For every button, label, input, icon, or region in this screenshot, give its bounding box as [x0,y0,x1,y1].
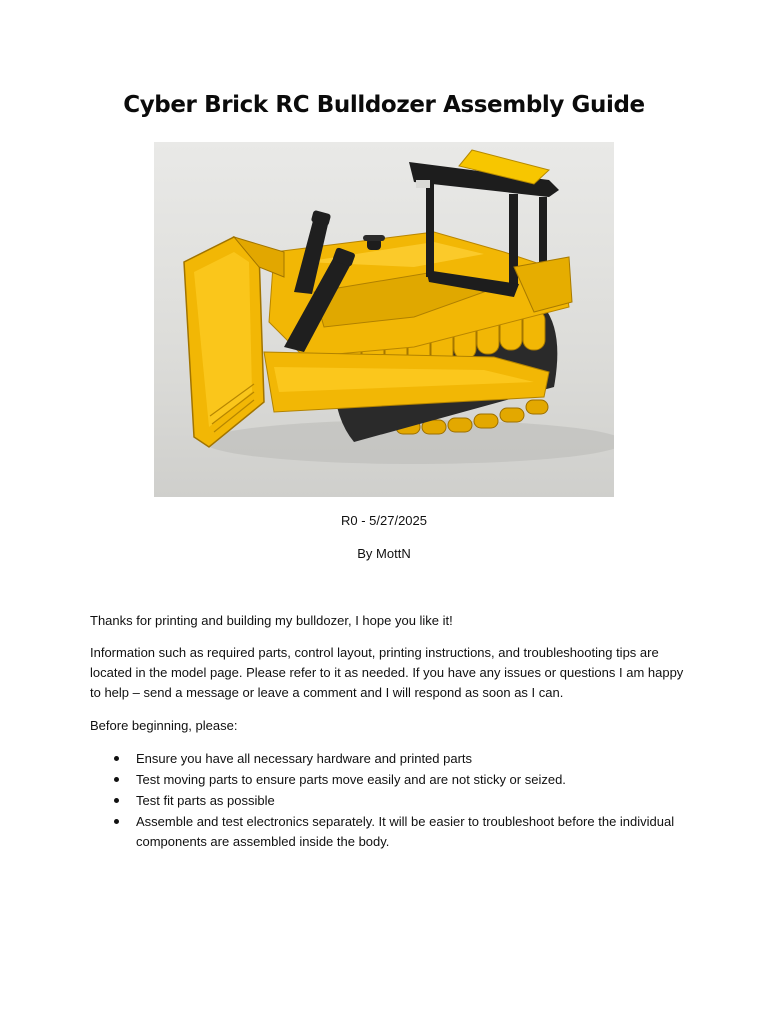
list-item-text: Ensure you have all necessary hardware and printed parts [136,751,473,766]
author-credit: By MottN [357,546,411,561]
bulldozer-photo [154,142,614,497]
bullet-icon [114,777,119,782]
list-item [90,749,690,769]
bullet-icon [114,819,119,824]
checklist [90,749,690,853]
list-item [90,791,690,811]
list-item-text: Test moving parts to ensure parts move easily and are not sticky or seized. [136,772,566,787]
bullet-icon [114,798,119,803]
list-item [90,770,690,790]
list-item [90,812,690,852]
page-title: Cyber Brick RC Bulldozer Assembly Guide [123,92,645,118]
list-item-text: Assemble and test electronics separately. It will be easier to troubleshoot before the individual components are assembled inside the body. [136,814,675,849]
before-beginning-paragraph: Before beginning, please: [90,718,238,733]
bullet-icon [114,756,119,761]
info-paragraph: Information such as required parts, control layout, printing instructions, and troubleshooting tips are located in the model page. Please refer to it as needed. If you have any issues or questions I am happy to help – send a message or leave a comment and I will respond as soon as I can. [90,645,684,700]
list-item-text: Test fit parts as possible [136,793,275,808]
revision-date: R0 - 5/27/2025 [340,513,427,528]
intro-paragraph: Thanks for printing and building my bulldozer, I hope you like it! [90,613,453,628]
